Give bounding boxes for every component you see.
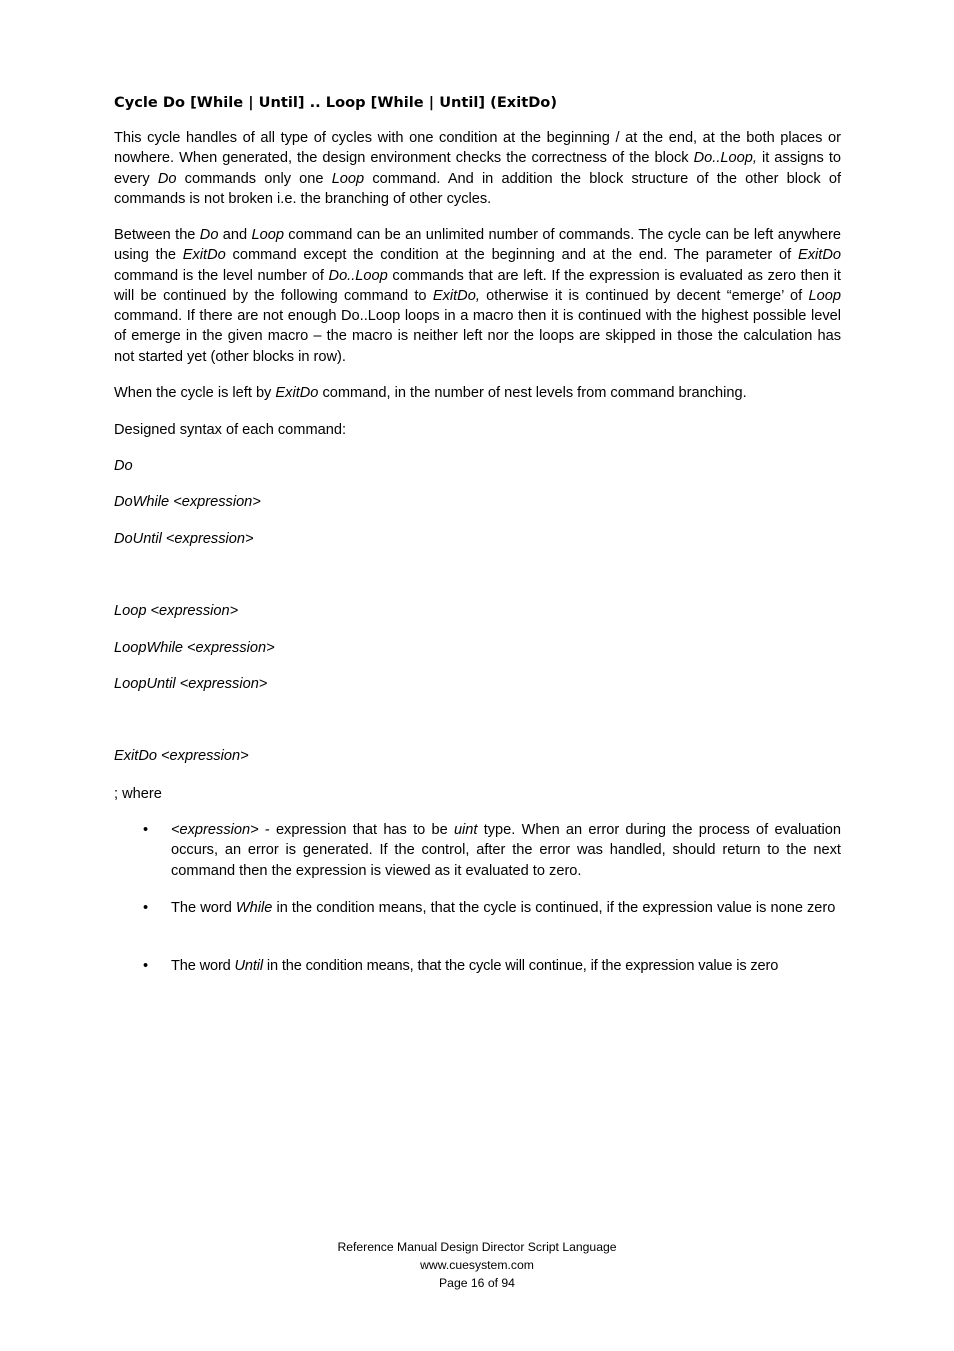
paragraph-intro <box>114 128 841 209</box>
footer-page-number: Page 16 of 94 <box>439 1276 515 1290</box>
syntax-loop-while: LoopWhile <expression> <box>114 640 275 656</box>
text-run: command except the condition at the beginning and at the end. The parameter of <box>225 247 799 264</box>
italic-term: While <box>235 900 273 916</box>
text-run: commands that are left. If the expression is evaluated as zero then it will be continued by the following command to <box>114 267 841 304</box>
text-run: command. And in addition the block structure of the other block of commands is not broken i.e. the branching of other cycles. <box>114 170 842 207</box>
bullet-marker: • <box>143 900 149 916</box>
footer-title: Reference Manual Design Director Script Language <box>337 1240 617 1254</box>
italic-term: uint <box>453 822 478 838</box>
bullet-until <box>171 956 841 976</box>
text-run: command. If there are not enough Do..Loop loops in a macro then it is continued with the highest possible level of emerge in the given macro – the macro is neither left nor the loops are skipped in those the calculation has not started yet (other blocks in row). <box>114 308 841 365</box>
italic-term: Do <box>157 170 177 187</box>
italic-term: ExitDo <box>275 385 319 401</box>
footer-website: www.cuesystem.com <box>420 1258 534 1272</box>
italic-term: ExitDo <box>798 247 841 264</box>
text-run: and <box>218 227 252 243</box>
text-run: The word <box>171 958 235 974</box>
text-run: it assigns to every <box>114 150 841 187</box>
syntax-do-while: DoWhile <expression> <box>114 494 261 510</box>
syntax-do: Do <box>114 458 133 474</box>
bullet-expression <box>171 820 841 881</box>
text-run: commands only one <box>176 170 332 187</box>
text-run: The word <box>171 900 236 916</box>
section-heading: Cycle Do [While | Until] .. Loop [While | Until] (ExitDo) <box>114 94 558 111</box>
bullet-while <box>171 898 841 918</box>
italic-term: Do..Loop, <box>693 150 757 167</box>
italic-term: Loop <box>331 170 365 187</box>
text-run: When the cycle is left by <box>114 385 276 401</box>
text-run: Between the <box>114 227 200 243</box>
text-run: This cycle handles of all type of cycles with one condition at the beginning / at the end, at the both places or nowhere. When generated, the design environment checks the correctness of the block <box>114 130 841 167</box>
syntax-exit-do: ExitDo <expression> <box>114 748 249 764</box>
text-run: in the condition means, that the cycle is continued, if the expression value is none zero <box>272 900 836 916</box>
italic-term: ExitDo, <box>432 287 480 304</box>
italic-term: Loop <box>251 227 284 243</box>
bullet-marker: • <box>143 822 149 838</box>
bullet-marker: • <box>143 958 149 974</box>
paragraph-syntax-intro: Designed syntax of each command: <box>114 422 347 438</box>
italic-term: Do..Loop <box>328 267 388 284</box>
text-run: in the condition means, that the cycle will continue, if the expression value is zero <box>263 958 779 974</box>
syntax-loop-until: LoopUntil <expression> <box>114 676 268 692</box>
paragraph-commands <box>114 225 841 367</box>
text-run: - expression that has to be <box>258 822 454 838</box>
italic-term: <expression> <box>171 822 259 838</box>
paragraph-exitdo <box>114 383 841 403</box>
syntax-do-until: DoUntil <expression> <box>114 531 254 547</box>
italic-term: Until <box>234 958 263 974</box>
where-label: ; where <box>114 786 162 802</box>
italic-term: Do <box>199 227 219 243</box>
text-run: command is the level number of <box>114 267 329 284</box>
text-run: type. When an error during the process of evaluation occurs, an error is generated. If the control, after the error was handled, should return to the next command then the expression is viewed as it evaluated to zero. <box>171 822 841 879</box>
italic-term: ExitDo <box>182 247 226 264</box>
syntax-loop: Loop <expression> <box>114 603 239 619</box>
text-run: command, in the number of nest levels from command branching. <box>318 385 747 401</box>
text-run: otherwise it is continued by decent “emerge’ of <box>479 287 809 304</box>
text-run: command can be an unlimited number of commands. The cycle can be left anywhere using the <box>114 227 841 264</box>
italic-term: Loop <box>808 287 841 304</box>
